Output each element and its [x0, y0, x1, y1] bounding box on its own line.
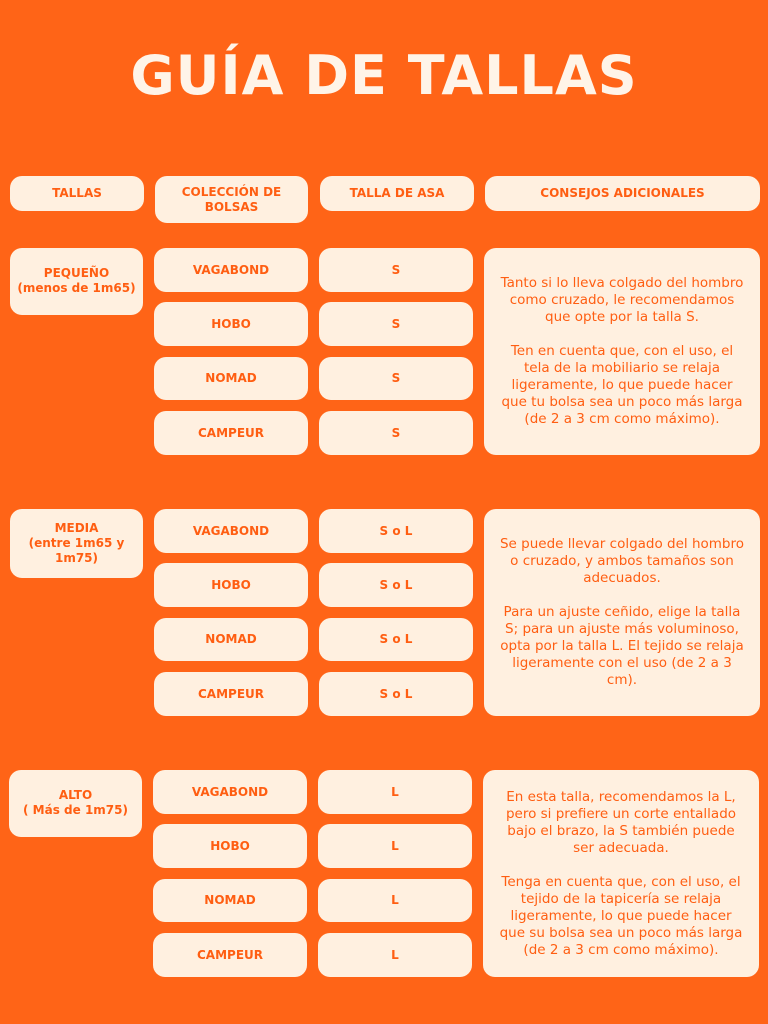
strap-size [319, 509, 473, 553]
strap-value: S [391, 263, 401, 277]
header-tallas-label: TALLAS [52, 186, 102, 200]
size-alto-range: ( Más de 1m75) [23, 803, 128, 817]
size-alto-name: ALTO [58, 788, 93, 802]
strap-value: S [391, 425, 401, 440]
bag-name: HOBO [211, 316, 251, 331]
strap-value: L [391, 947, 399, 962]
bag-nomad [153, 879, 307, 922]
size-pequeno-range: (menos de 1m65) [17, 281, 136, 295]
bag-campeur [154, 411, 308, 455]
strap-size [319, 302, 473, 346]
strap-value: S o L [379, 524, 413, 538]
bag-nomad [154, 618, 308, 661]
page-title: GUÍA DE TALLAS [130, 44, 638, 107]
header-coleccion [155, 176, 308, 223]
size-media-range: (entre 1m65 y 1m75) [28, 536, 125, 565]
bag-campeur [153, 933, 307, 977]
bag-hobo [154, 563, 308, 607]
bag-name: VAGABOND [192, 263, 270, 277]
bag-name: NOMAD [205, 371, 257, 385]
size-alto [9, 770, 142, 837]
strap-value: S [391, 316, 401, 331]
advice-paragraph: Ten en cuenta que, con el uso, el tela de la mobiliario se relaja ligeramente, lo que puede hacer que tu bolsa sea un poco más larga (de 2 a 3 cm como máximo). [501, 343, 743, 427]
strap-value: L [391, 893, 399, 907]
bag-name: NOMAD [204, 893, 256, 907]
strap-value: L [391, 838, 399, 853]
header-talla-asa [320, 176, 474, 211]
strap-value: S o L [379, 632, 413, 646]
strap-size [319, 357, 473, 400]
size-pequeno [10, 248, 143, 315]
advice-paragraph: Para un ajuste ceñido, elige la talla S; para un ajuste más voluminoso, opta por la talla L. El tejido se relaja ligeramente con el uso (de 2 a 3 cm). [500, 604, 744, 688]
bag-name: CAMPEUR [197, 686, 264, 701]
bag-name: HOBO [210, 838, 250, 853]
advice-paragraph: En esta talla, recomendamos la L, pero si prefiere un corte entallado bajo el brazo, la S también puede ser adecuada. [505, 788, 737, 856]
strap-value: S o L [379, 686, 413, 701]
header-tallas [10, 176, 144, 211]
bag-name: NOMAD [205, 632, 257, 646]
size-media [10, 509, 143, 578]
bag-hobo [153, 824, 307, 868]
header-coleccion-label: COLECCIÓN DE BOLSAS [181, 184, 282, 214]
bag-campeur [154, 672, 308, 716]
strap-value: S [391, 371, 401, 385]
size-media-name: MEDIA [54, 521, 99, 535]
strap-value: L [391, 785, 399, 799]
bag-name: VAGABOND [191, 785, 269, 799]
strap-size [319, 618, 473, 661]
header-talla-asa-label: TALLA DE ASA [349, 186, 445, 200]
advice-media [484, 509, 760, 716]
strap-size [319, 672, 473, 716]
advice-pequeno [484, 248, 760, 455]
strap-size [319, 411, 473, 455]
size-pequeno-name: PEQUEÑO [43, 266, 110, 280]
strap-size [318, 933, 472, 977]
advice-paragraph: Tanto si lo lleva colgado del hombro como cruzado, le recomendamos que opte por la talla S. [500, 275, 744, 325]
strap-size [318, 770, 472, 814]
header-consejos-label: CONSEJOS ADICIONALES [540, 186, 705, 200]
strap-size [319, 248, 473, 292]
bag-hobo [154, 302, 308, 346]
bag-vagabond [154, 248, 308, 292]
bag-nomad [154, 357, 308, 400]
bag-name: VAGABOND [192, 524, 270, 538]
strap-size [318, 879, 472, 922]
bag-name: HOBO [211, 577, 251, 592]
advice-paragraph: Se puede llevar colgado del hombro o cruzado, y ambos tamaños son adecuados. [499, 536, 745, 586]
bag-name: CAMPEUR [197, 425, 264, 440]
bag-vagabond [153, 770, 307, 814]
strap-size [319, 563, 473, 607]
advice-paragraph: Tenga en cuenta que, con el uso, el tejido de la tapicería se relaja ligeramente, lo que puede hacer que su bolsa sea un poco más larga (de 2 a 3 cm como máximo). [499, 873, 743, 958]
header-consejos [485, 176, 760, 211]
bag-name: CAMPEUR [196, 947, 263, 962]
bag-vagabond [154, 509, 308, 553]
strap-value: S o L [379, 577, 413, 592]
advice-alto [483, 770, 759, 977]
strap-size [318, 824, 472, 868]
